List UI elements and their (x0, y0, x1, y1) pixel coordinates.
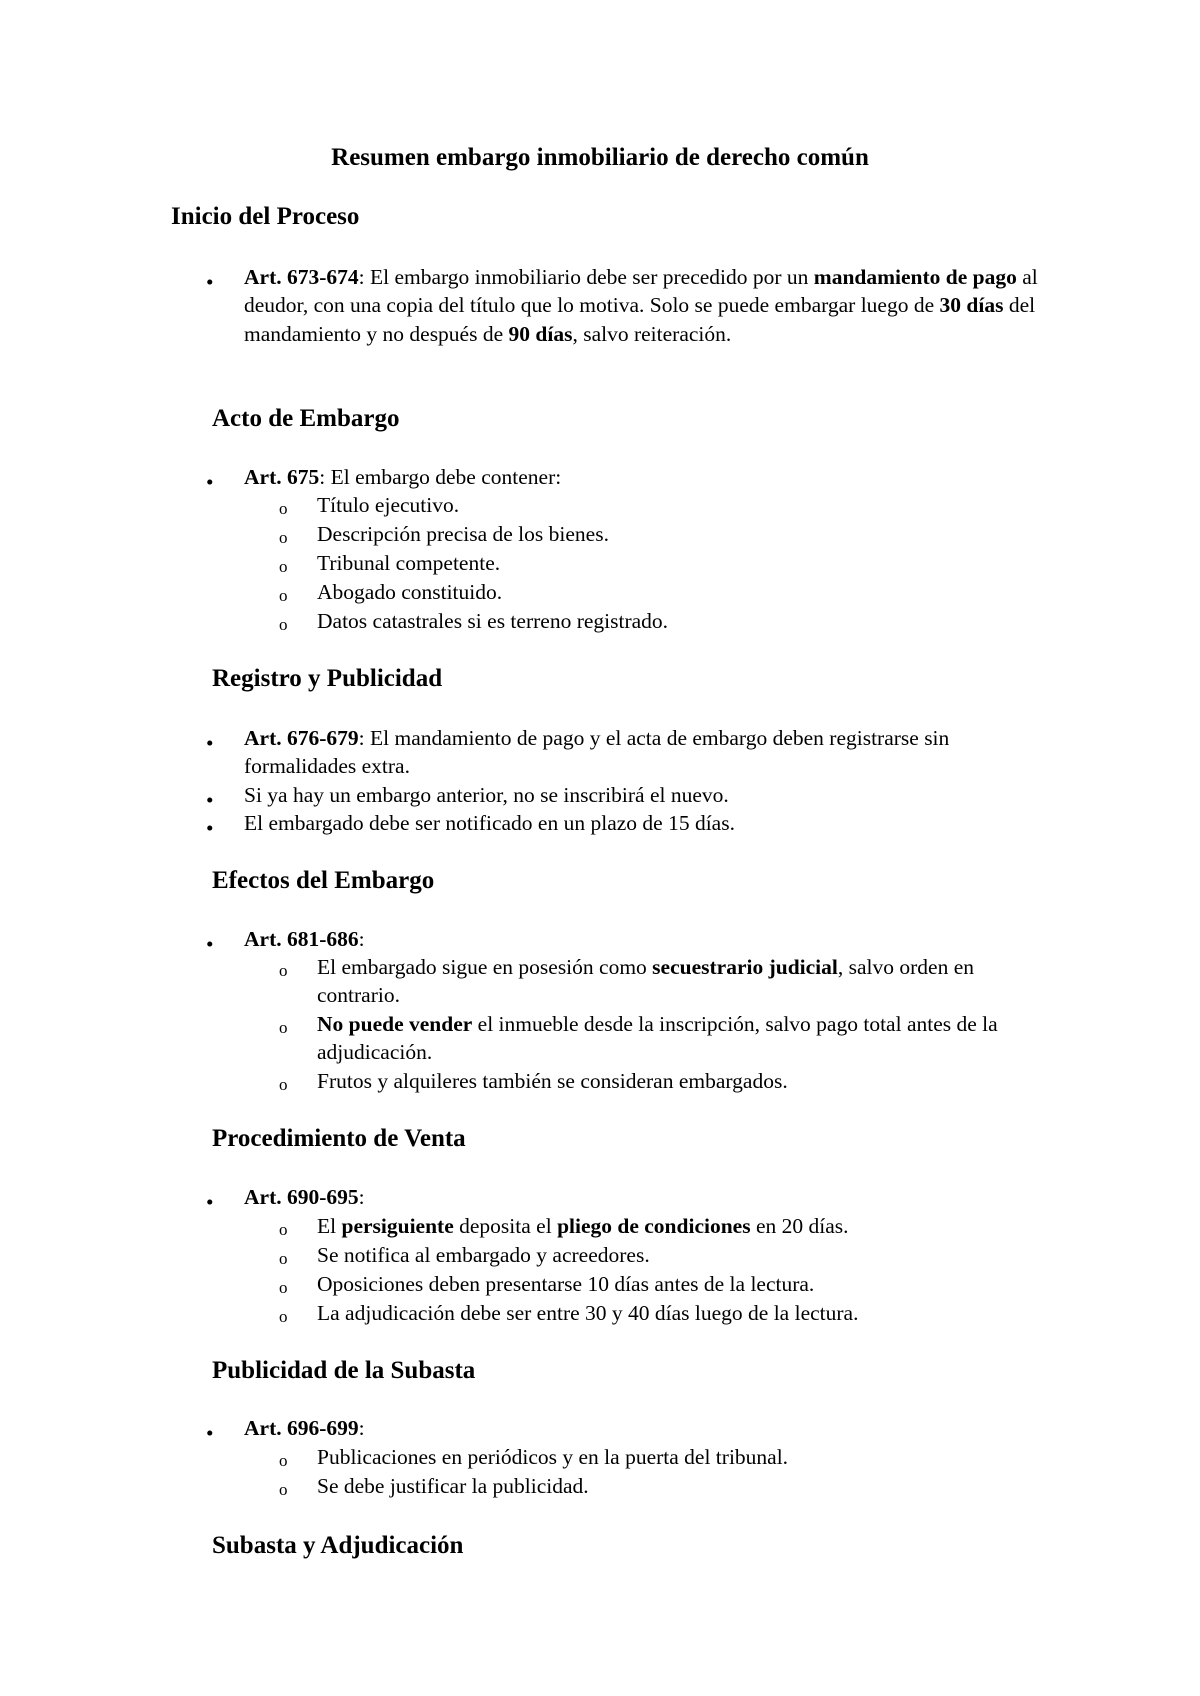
paragraph-art-681-686: Art. 681-686: (244, 927, 365, 951)
article-ref: Art. 673-674 (244, 265, 359, 289)
sub-bullet-icon: o (279, 1480, 288, 1499)
bullet-icon: • (206, 270, 214, 294)
bullet-icon: • (206, 788, 214, 812)
list-item: No puede vender el inmueble desde la inscripción, salvo pago total antes de la adjudicación. (317, 1012, 998, 1065)
sub-bullet-icon: o (279, 615, 288, 634)
heading-efectos-del-embargo: Efectos del Embargo (212, 867, 435, 894)
heading-inicio-del-proceso: Inicio del Proceso (171, 203, 360, 230)
list-item: Abogado constituido. (317, 580, 503, 604)
sub-bullet-icon: o (279, 1307, 288, 1326)
heading-subasta-y-adjudicacion: Subasta y Adjudicación (212, 1532, 464, 1559)
list-item: Oposiciones deben presentarse 10 días antes de la lectura. (317, 1272, 815, 1296)
bullet-icon: • (206, 932, 214, 956)
paragraph-notificacion: El embargado debe ser notificado en un plazo de 15 días. (244, 811, 735, 835)
list-item: Título ejecutivo. (317, 493, 460, 517)
list-item: Tribunal competente. (317, 551, 501, 575)
document-title: Resumen embargo inmobiliario de derecho común (331, 144, 869, 171)
bullet-icon: • (206, 731, 214, 755)
paragraph-art-696-699: Art. 696-699: (244, 1416, 365, 1440)
sub-bullet-icon: o (279, 961, 288, 980)
bullet-icon: • (206, 816, 214, 840)
paragraph-art-673-674: Art. 673-674: El embargo inmobiliario debe ser precedido por un mandamiento de pago al deudor, con una copia del título que lo motiva. Solo se puede embargar luego de 30 días del mandamiento y no después de 90 días, salvo reiteración. (244, 265, 1038, 346)
article-ref: Art. 675 (244, 465, 320, 489)
list-item: Frutos y alquileres también se consideran embargados. (317, 1069, 788, 1093)
sub-bullet-icon: o (279, 1018, 288, 1037)
list-item: El persiguiente deposita el pliego de condiciones en 20 días. (317, 1214, 849, 1238)
heading-acto-de-embargo: Acto de Embargo (212, 405, 400, 432)
sub-bullet-icon: o (279, 1249, 288, 1268)
paragraph-art-675: Art. 675: El embargo debe contener: (244, 465, 562, 489)
article-ref: Art. 681-686 (244, 927, 359, 951)
heading-publicidad-de-la-subasta: Publicidad de la Subasta (212, 1357, 476, 1384)
list-item: Descripción precisa de los bienes. (317, 522, 609, 546)
heading-procedimiento-de-venta: Procedimiento de Venta (212, 1125, 466, 1152)
sub-bullet-icon: o (279, 1451, 288, 1470)
article-ref: Art. 690-695 (244, 1185, 359, 1209)
sub-bullet-icon: o (279, 499, 288, 518)
paragraph-art-676-679: Art. 676-679: El mandamiento de pago y el acta de embargo deben registrarse sin formalidades extra. (244, 726, 950, 779)
heading-registro-y-publicidad: Registro y Publicidad (212, 665, 443, 692)
list-item: El embargado sigue en posesión como secuestrario judicial, salvo orden en contrario. (317, 955, 975, 1008)
article-ref: Art. 696-699 (244, 1416, 359, 1440)
list-item: Datos catastrales si es terreno registrado. (317, 609, 669, 633)
list-item: Publicaciones en periódicos y en la puerta del tribunal. (317, 1445, 789, 1469)
bullet-icon: • (206, 1190, 214, 1214)
sub-bullet-icon: o (279, 1278, 288, 1297)
sub-bullet-icon: o (279, 1220, 288, 1239)
sub-bullet-icon: o (279, 1075, 288, 1094)
paragraph-embargo-anterior: Si ya hay un embargo anterior, no se inscribirá el nuevo. (244, 783, 729, 807)
list-item: La adjudicación debe ser entre 30 y 40 días luego de la lectura. (317, 1301, 859, 1325)
list-item: Se debe justificar la publicidad. (317, 1474, 589, 1498)
sub-bullet-icon: o (279, 557, 288, 576)
list-item: Se notifica al embargado y acreedores. (317, 1243, 650, 1267)
bullet-icon: • (206, 1421, 214, 1445)
bullet-icon: • (206, 470, 214, 494)
sub-bullet-icon: o (279, 528, 288, 547)
article-ref: Art. 676-679 (244, 726, 359, 750)
paragraph-art-690-695: Art. 690-695: (244, 1185, 365, 1209)
sub-bullet-icon: o (279, 586, 288, 605)
